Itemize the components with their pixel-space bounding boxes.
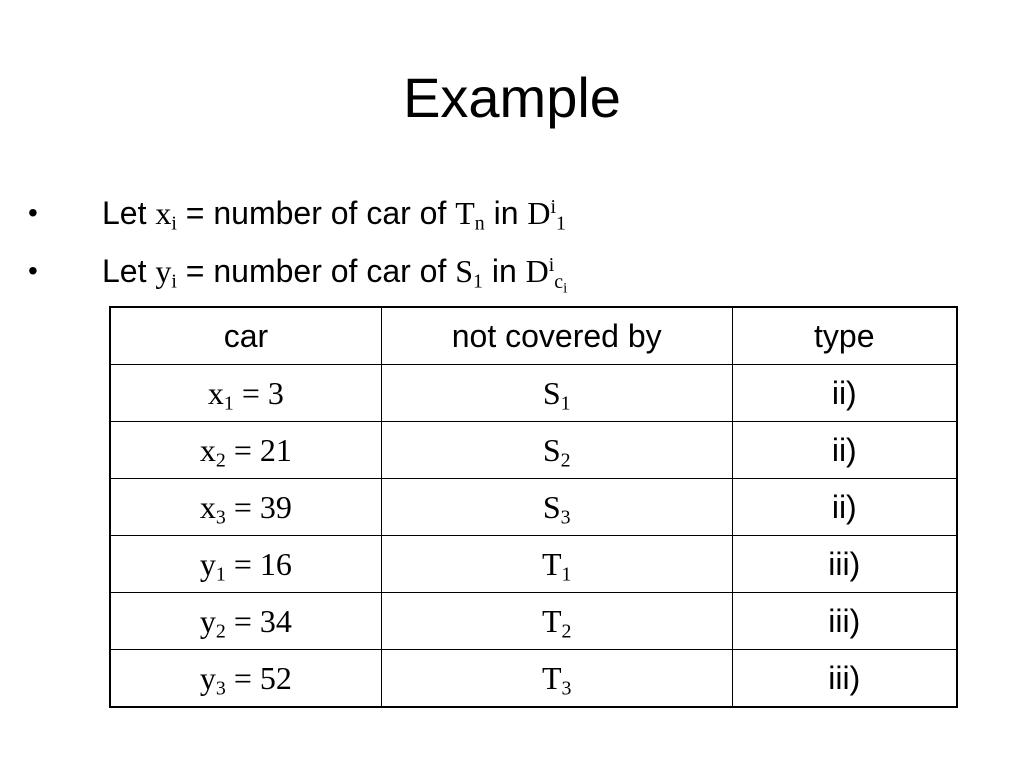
cover-cell (381, 422, 732, 479)
header-car: car (110, 307, 381, 365)
type-cell: ii) (732, 479, 957, 536)
car-variable: x (207, 374, 224, 411)
cover-subscript: 1 (561, 563, 572, 586)
cover-subscript: 3 (560, 506, 571, 529)
bullet-description: = number of car of (185, 195, 447, 231)
header-type: type (732, 307, 957, 365)
domain-subscript: 1 (556, 212, 566, 235)
car-cell (110, 365, 381, 422)
variable-subscript: i (171, 212, 177, 235)
bullet-item (0, 186, 1024, 244)
car-cell (110, 479, 381, 536)
cover-variable: S (542, 488, 561, 525)
table-row (110, 650, 957, 708)
in-word: in (491, 253, 517, 289)
car-subscript: 1 (215, 563, 226, 586)
table-row (110, 365, 957, 422)
car-variable: x (199, 488, 216, 525)
car-cell (110, 536, 381, 593)
cover-subscript: 2 (561, 620, 572, 643)
car-variable: y (199, 659, 216, 696)
table-header-row (110, 307, 957, 365)
header-not-covered-by: not covered by (381, 307, 732, 365)
car-subscript: 3 (215, 506, 226, 529)
car-value: = 52 (233, 659, 292, 696)
cover-cell (381, 536, 732, 593)
cover-variable: T (541, 602, 562, 639)
set-symbol: S (455, 253, 474, 289)
cover-variable: T (541, 659, 562, 696)
table-row (110, 422, 957, 479)
cover-cell (381, 650, 732, 708)
car-subscript: 2 (215, 620, 226, 643)
car-cell (110, 650, 381, 708)
variable-symbol: x (155, 195, 172, 231)
set-subscript: 1 (473, 270, 483, 293)
car-cell (110, 422, 381, 479)
car-value: = 21 (233, 431, 292, 468)
car-subscript: 2 (215, 449, 226, 472)
domain-symbol: D (525, 253, 549, 289)
car-subscript: 1 (223, 392, 234, 415)
bullet-lead: Let (102, 253, 147, 289)
cover-cell (381, 479, 732, 536)
car-variable: x (199, 431, 216, 468)
bullet-item (0, 244, 1024, 302)
set-symbol: T (455, 195, 475, 231)
slide-title: Example (403, 66, 621, 129)
type-cell: ii) (732, 365, 957, 422)
cover-variable: S (542, 374, 561, 411)
domain-subscript-letter: c (554, 270, 564, 293)
car-subscript: 3 (215, 677, 226, 700)
car-value: = 39 (233, 488, 292, 525)
bullet-dot-icon: • (28, 197, 38, 228)
bullet-text (102, 186, 566, 240)
car-cell (110, 593, 381, 650)
set-subscript: n (474, 212, 485, 235)
cover-cell (381, 365, 732, 422)
table-row (110, 536, 957, 593)
cover-subscript: 2 (560, 449, 571, 472)
domain-subscript (554, 270, 568, 296)
type-cell: iii) (732, 593, 957, 650)
cover-variable: S (542, 431, 561, 468)
type-cell: ii) (732, 422, 957, 479)
table-row (110, 479, 957, 536)
type-cell: iii) (732, 536, 957, 593)
bullet-dot-icon: • (28, 255, 38, 286)
variable-subscript: i (171, 270, 177, 293)
in-word: in (493, 195, 519, 231)
car-value: = 3 (241, 374, 284, 411)
table-row (110, 593, 957, 650)
domain-symbol: D (527, 195, 551, 231)
domain-subsubscript: i (563, 280, 568, 296)
car-variable: y (199, 602, 216, 639)
car-variable: y (199, 545, 216, 582)
bullet-list (0, 186, 1024, 302)
bullet-text (102, 244, 567, 298)
cover-subscript: 1 (560, 392, 571, 415)
car-value: = 34 (233, 602, 292, 639)
domain-superscript: i (550, 196, 557, 219)
car-value: = 16 (233, 545, 292, 582)
bullet-lead: Let (102, 195, 147, 231)
bullet-description: = number of car of (185, 253, 447, 289)
cover-variable: T (541, 545, 562, 582)
cover-cell (381, 593, 732, 650)
type-cell: iii) (732, 650, 957, 708)
car-coverage-table (109, 306, 958, 708)
cover-subscript: 3 (561, 677, 572, 700)
domain-superscript: i (548, 254, 555, 277)
variable-symbol: y (155, 253, 172, 289)
